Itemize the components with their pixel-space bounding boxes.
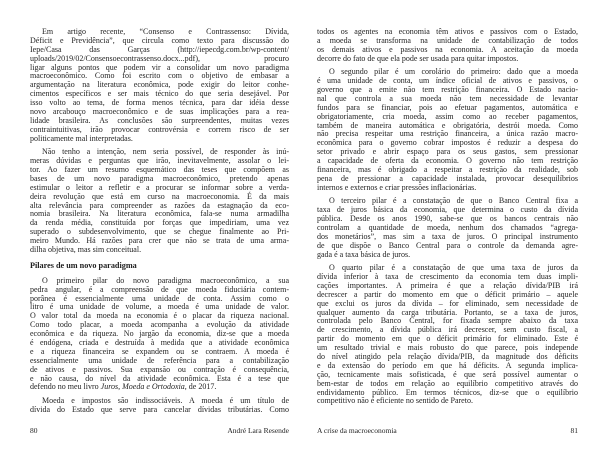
text-line: alta relevância para compreender as razões da estagnação da eco- bbox=[30, 200, 289, 210]
text-line: uploads/2019/02/Consensoecontrassenso.docx...pdf), procuro bbox=[30, 53, 289, 63]
text-line: um resultado trivial e mais robusto do que parece, pois independe bbox=[317, 343, 578, 353]
text-line: O quarto pilar é a constatação de que uma taxa de juros da bbox=[329, 263, 578, 273]
text-line: é uma unidade de conta, um índice oficial de ativos e passivos, o bbox=[317, 76, 578, 86]
text-line: deira revolução que está em curso na macroeconomia. É da mais bbox=[30, 191, 289, 201]
book-title: Juros, Moeda e Ortodoxia bbox=[100, 382, 185, 392]
text-segment: , de 2017. bbox=[184, 382, 217, 392]
text-line: todos os agentes na economia têm ativos e passivos com o Estado, bbox=[317, 27, 578, 36]
text-line: fundos para se financiar, pois ao efetuar pagamentos, automática e bbox=[317, 102, 578, 112]
text-line: os demais ativos e passivos na economia. A aceitação da moeda bbox=[317, 44, 578, 54]
text-line: O segundo pilar é um corolário do primeiro: dado que a moeda bbox=[329, 67, 578, 77]
text-line: setor privado e abrir espaço para os seus gastos, sem pressionar bbox=[317, 147, 578, 157]
text-line: é endógena, criada e destruída à medida que a atividade econômica bbox=[30, 338, 289, 347]
paragraph bbox=[30, 28, 289, 144]
text-line: controlam a quantidade de moeda, nenhum dos chamados “agrega- bbox=[317, 222, 578, 232]
text-line: e a riqueza financeira se expandem ou se contraem. A moeda é bbox=[30, 346, 289, 356]
left-page-body bbox=[30, 28, 289, 419]
text-line: governo que a emite não tem restrição financeira. O Estado nacio- bbox=[317, 84, 578, 94]
text-line: O valor total da moeda na economia é o placar da riqueza nacional. bbox=[30, 311, 289, 321]
text-line: lidade brasileira. As conclusões são surpreendentes, muitas vezes bbox=[30, 115, 289, 125]
text-line: dívida inferior à taxa de crescimento da economia tem duas impli- bbox=[317, 271, 578, 281]
paragraph bbox=[317, 28, 578, 64]
text-line: decrescer a partir do momento em que o déficit primário – aquele bbox=[317, 289, 578, 299]
text-line: econômica e da riqueza. No jargão da economia, diz-se que a moeda bbox=[30, 329, 289, 339]
text-line: Moeda e impostos são indissociáveis. A moeda é um título de bbox=[42, 395, 289, 405]
page-number: 80 bbox=[30, 426, 38, 435]
text-line: Não tenho a intenção, nem seria possível, de responder às inú- bbox=[42, 147, 289, 157]
text-line: contraintuitivas, irão provocar controvérsia e correm risco de ser bbox=[30, 124, 289, 134]
right-page-body bbox=[317, 28, 578, 411]
text-line: controlada pelo Banco Central, for fixada sempre abaixo da taxa bbox=[317, 316, 578, 326]
text-line: qualquer aumento da carga tributária. Portanto, se a taxa de juros, bbox=[317, 307, 578, 317]
text-line: novo arcabouço macroeconômico e de suas implicações para a rea- bbox=[30, 107, 289, 117]
text-line: obrigatoriamente, cria moeda, assim como ao receber pagamentos, bbox=[317, 111, 578, 121]
text-line: e da extensão do período em que há déficits. A segunda implica- bbox=[317, 360, 578, 370]
text-line: cações importantes. A primeira é que a relação dívida/PIB irá bbox=[317, 280, 578, 290]
text-line: econômica para o governo cobrar impostos é reduzir a despesa do bbox=[317, 138, 578, 148]
text-line: de ativos e passivos. Sua expansão ou contração é consequência, bbox=[30, 364, 289, 374]
text-line: de crescimento, a dívida pública irá decrescer, sem custo fiscal, a bbox=[317, 325, 578, 335]
text-line: também de maneira automática e obrigatória, destrói moeda. Como bbox=[317, 120, 578, 130]
text-segment: defendo no meu livro bbox=[30, 382, 101, 392]
left-page-footer bbox=[30, 426, 289, 435]
text-line: ção, tecnicamente mais sofisticada, é que será possível aumentar o bbox=[317, 369, 578, 379]
text-line: competitivo não é eficiente no sentido de Pareto. bbox=[317, 396, 473, 406]
text-line: Como todo placar, a moeda acompanha a evolução da atividade bbox=[30, 320, 289, 330]
text-line: superado o subdesenvolvimento, que se chegue finalmente ao Pri- bbox=[30, 227, 289, 237]
text-line: a moeda se transforma na unidade de contabilização de todos bbox=[317, 35, 578, 45]
text-line: bem-estar de todos em relação ao equilíbrio competitivo através do bbox=[317, 378, 578, 388]
text-line bbox=[30, 383, 289, 392]
text-line: gada é a taxa básica de juros. bbox=[317, 249, 411, 259]
text-line: Em artigo recente, “Consenso e Contrassenso: Dívida, bbox=[42, 27, 289, 36]
text-line: meiro Mundo. Há razões para crer que não se trata de uma arma- bbox=[30, 236, 289, 246]
text-line: porânea é essencialmente uma unidade de conta. Assim como o bbox=[30, 293, 289, 303]
text-line: bases de um novo paradigma macroeconômico, pretendo apenas bbox=[30, 173, 289, 183]
text-line: politicamente mal interpretadas. bbox=[30, 133, 133, 143]
text-line: essencialmente uma unidade de referência para a contabilização bbox=[30, 355, 289, 365]
text-line: pública. Desde os anos 1990, sabe-se que os bancos centrais não bbox=[317, 214, 578, 223]
text-line: que exclui os juros da dívida – for eliminado, sem necessidade de bbox=[317, 298, 578, 308]
paragraph bbox=[317, 264, 578, 406]
text-line: ligar alguns pontos que podem vir a consolidar um novo paradigma bbox=[30, 62, 289, 72]
text-line: de que dispõe o Banco Central para o controle da demanda agre- bbox=[317, 240, 578, 250]
paragraph bbox=[30, 397, 289, 415]
text-line: endividamento público. Em termos técnicos, diz-se que o equilíbrio bbox=[317, 387, 578, 397]
text-line: da renda média, constituída por forças que impediriam, uma vez bbox=[30, 218, 289, 228]
right-page-footer bbox=[317, 426, 578, 435]
text-line: pena de pressionar a capacidade instalada, provocar desequilíbrios bbox=[317, 173, 578, 183]
section-heading: Pilares de um novo paradigma bbox=[30, 260, 137, 270]
page-number: 81 bbox=[570, 426, 578, 435]
text-line: internos e externos e criar pressões inflacionárias. bbox=[317, 182, 477, 192]
text-line: tor. Ao fazer um resumo esquemático das teses que compõem as bbox=[30, 164, 289, 174]
text-line: litro é uma unidade de volume, a moeda é uma unidade de valor. bbox=[30, 302, 289, 312]
text-line: partir do momento em que o déficit primário for eliminado. Este é bbox=[317, 334, 578, 344]
paragraph bbox=[317, 197, 578, 259]
paragraph bbox=[30, 277, 289, 393]
text-line: e não causa, do nível da atividade econômica. Esta é a tese que bbox=[30, 373, 289, 383]
text-line: a capacidade de oferta da economia. O governo não tem restrição bbox=[317, 156, 578, 166]
text-line: nal que controla a sua moeda não tem necessidade de levantar bbox=[317, 93, 578, 103]
text-line: não precisa respeitar uma restrição financeira, a única razão macro- bbox=[317, 129, 578, 139]
text-line: O primeiro pilar do novo paradigma macroeconômico, a sua bbox=[42, 275, 289, 285]
text-line: cimentos específicos e ser mais técnico do que seria desejável. Por bbox=[30, 89, 289, 99]
text-line: O terceiro pilar é a constatação de que o Banco Central fixa a bbox=[329, 196, 578, 206]
text-line: meras dúvidas e perguntas que irão, inevitavelmente, assolar o lei- bbox=[30, 156, 289, 166]
paragraph bbox=[30, 148, 289, 255]
text-line: Iepe/Casa das Garças (http://iepecdg.com.br/wp-content/ bbox=[30, 44, 289, 54]
text-line: estimular o leitor a refletir e a procurar se informar sobre a verda- bbox=[30, 182, 289, 192]
text-line: dos monetários”, mas sim a taxa de juros. O principal instrumento bbox=[317, 231, 578, 241]
text-line: Déficit e Previdência”, que circula como texto para discussão do bbox=[30, 35, 289, 45]
text-line: taxa de juros básica da economia, que determina o custo da dívida bbox=[317, 205, 578, 215]
text-line: financeira, mas é obrigado a respeitar a restrição da realidade, sob bbox=[317, 164, 578, 174]
running-head-author: André Lara Resende bbox=[227, 426, 289, 435]
text-line: macroeconômico. Como foi escrito com o objetivo de embasar a bbox=[30, 71, 289, 81]
text-line: nomia brasileira. Na literatura econômica, fala-se numa armadilha bbox=[30, 209, 289, 219]
text-line: decorre do fato de que ela pode ser usada para quitar impostos. bbox=[317, 53, 519, 63]
text-line: argumentação na literatura econômica, pode exigir do leitor conhe- bbox=[30, 80, 289, 90]
running-head-title: A crise da macroeconomia bbox=[317, 426, 397, 435]
text-line: isso volto ao tema, de forma menos técnica, para dar idéia desse bbox=[30, 98, 289, 108]
text-line: dívida do Estado que serve para cancelar dívidas tributárias. Como bbox=[30, 404, 289, 414]
paragraph bbox=[317, 68, 578, 192]
text-line: dilha objetiva, mas sim conceitual. bbox=[30, 244, 142, 254]
text-line: pedra angular, é a compreensão de que moeda fiduciária contem- bbox=[30, 284, 289, 294]
text-line: do nível atingido pela relação dívida/PIB, da magnitude dos déficits bbox=[317, 351, 578, 361]
